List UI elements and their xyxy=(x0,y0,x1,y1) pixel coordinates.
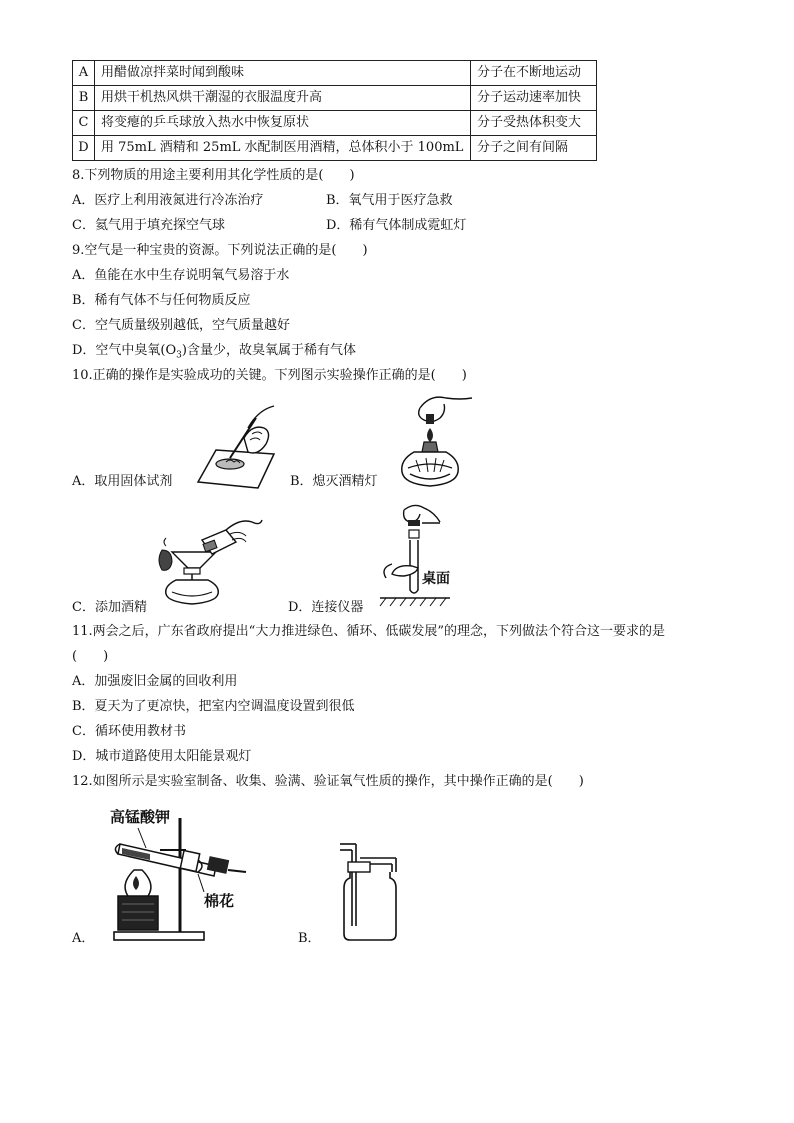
q11-option-c[interactable]: C．循环使用教材书 xyxy=(72,724,186,739)
q10-option-d[interactable]: D．连接仪器 xyxy=(288,600,364,615)
q11-option-d[interactable]: D．城市道路使用太阳能景观灯 xyxy=(72,749,252,764)
row-key: B xyxy=(73,86,95,111)
table-row xyxy=(73,111,597,136)
row-desc: 用 75mL 酒精和 25mL 水配制医用酒精，总体积小于 100mL xyxy=(95,136,471,161)
q11-option-a[interactable]: A．加强废旧金属的回收利用 xyxy=(72,674,238,689)
table-row xyxy=(73,136,597,161)
row-key: A xyxy=(73,61,95,86)
cotton-label: 棉花 xyxy=(204,892,235,910)
kmno4-heating-figure xyxy=(100,800,250,945)
q10-stem: 10.正确的操作是实验成功的关键。下列图示实验操作正确的是( ) xyxy=(72,368,467,383)
q9-option-c[interactable]: C．空气质量级别越低，空气质量越好 xyxy=(72,318,290,333)
q10-option-c[interactable]: C．添加酒精 xyxy=(72,600,147,615)
row-key: C xyxy=(73,111,95,136)
q8-option-c[interactable]: C．氦气用于填充探空气球 xyxy=(72,218,225,233)
q9-option-a[interactable]: A．鱼能在水中生存说明氧气易溶于水 xyxy=(72,268,290,283)
solid-reagent-figure xyxy=(186,398,276,490)
q12-stem: 12.如图所示是实验室制备、收集、验满、验证氧气性质的操作，其中操作正确的是( ) xyxy=(72,774,584,789)
q11-stem-tail: ( ) xyxy=(72,649,109,664)
q9-d-pre: D．空气中臭氧(O xyxy=(72,343,177,358)
row-desc: 用醋做凉拌菜时闻到酸味 xyxy=(95,61,471,86)
q9-stem: 9.空气是一种宝贵的资源。下列说法正确的是( ) xyxy=(72,243,368,258)
q10-option-a[interactable]: A．取用固体试剂 xyxy=(72,474,173,489)
row-desc: 用烘干机热风烘干潮湿的衣服温度升高 xyxy=(95,86,471,111)
q8-option-a[interactable]: A．医疗上利用液氮进行冷冻治疗 xyxy=(72,193,264,208)
q8-stem: 8.下列物质的用途主要利用其化学性质的是( ) xyxy=(72,168,355,183)
q11-option-b[interactable]: B．夏天为了更凉快，把室内空调温度设置到很低 xyxy=(72,699,355,714)
q11-stem: 11.两会之后，广东省政府提出“大力推进绿色、循环、低碳发展”的理念，下列做法个符合这一要求的是 xyxy=(72,624,665,639)
table-row xyxy=(73,61,597,86)
q10-option-b[interactable]: B．熄灭酒精灯 xyxy=(290,474,378,489)
q12-option-b[interactable]: B． xyxy=(298,931,321,946)
q12-option-a[interactable]: A． xyxy=(72,931,95,946)
row-expl: 分子在不断地运动 xyxy=(471,61,597,86)
q9-d-sub: 3 xyxy=(176,350,182,361)
desk-label: 桌面 xyxy=(422,571,450,587)
q9-option-d[interactable] xyxy=(72,341,356,366)
options-table xyxy=(72,60,597,161)
add-alcohol-figure xyxy=(152,516,264,606)
q8-option-d[interactable]: D．稀有气体制成霓虹灯 xyxy=(326,218,467,233)
alcohol-lamp-extinguish-figure xyxy=(390,390,472,490)
row-key: D xyxy=(73,136,95,161)
table-row xyxy=(73,86,597,111)
row-expl: 分子受热体积变大 xyxy=(471,111,597,136)
kmno4-label: 高锰酸钾 xyxy=(110,808,171,826)
row-expl: 分子运动速率加快 xyxy=(471,86,597,111)
row-expl: 分子之间有间隔 xyxy=(471,136,597,161)
row-desc: 将变瘪的乒乓球放入热水中恢复原状 xyxy=(95,111,471,136)
q9-option-b[interactable]: B．稀有气体不与任何物质反应 xyxy=(72,293,251,308)
q9-d-post: )含量少，故臭氧属于稀有气体 xyxy=(181,343,356,358)
gas-collection-bottle-figure xyxy=(330,836,402,944)
q8-option-b[interactable]: B．氧气用于医疗急救 xyxy=(326,193,453,208)
connect-apparatus-figure xyxy=(378,500,488,610)
